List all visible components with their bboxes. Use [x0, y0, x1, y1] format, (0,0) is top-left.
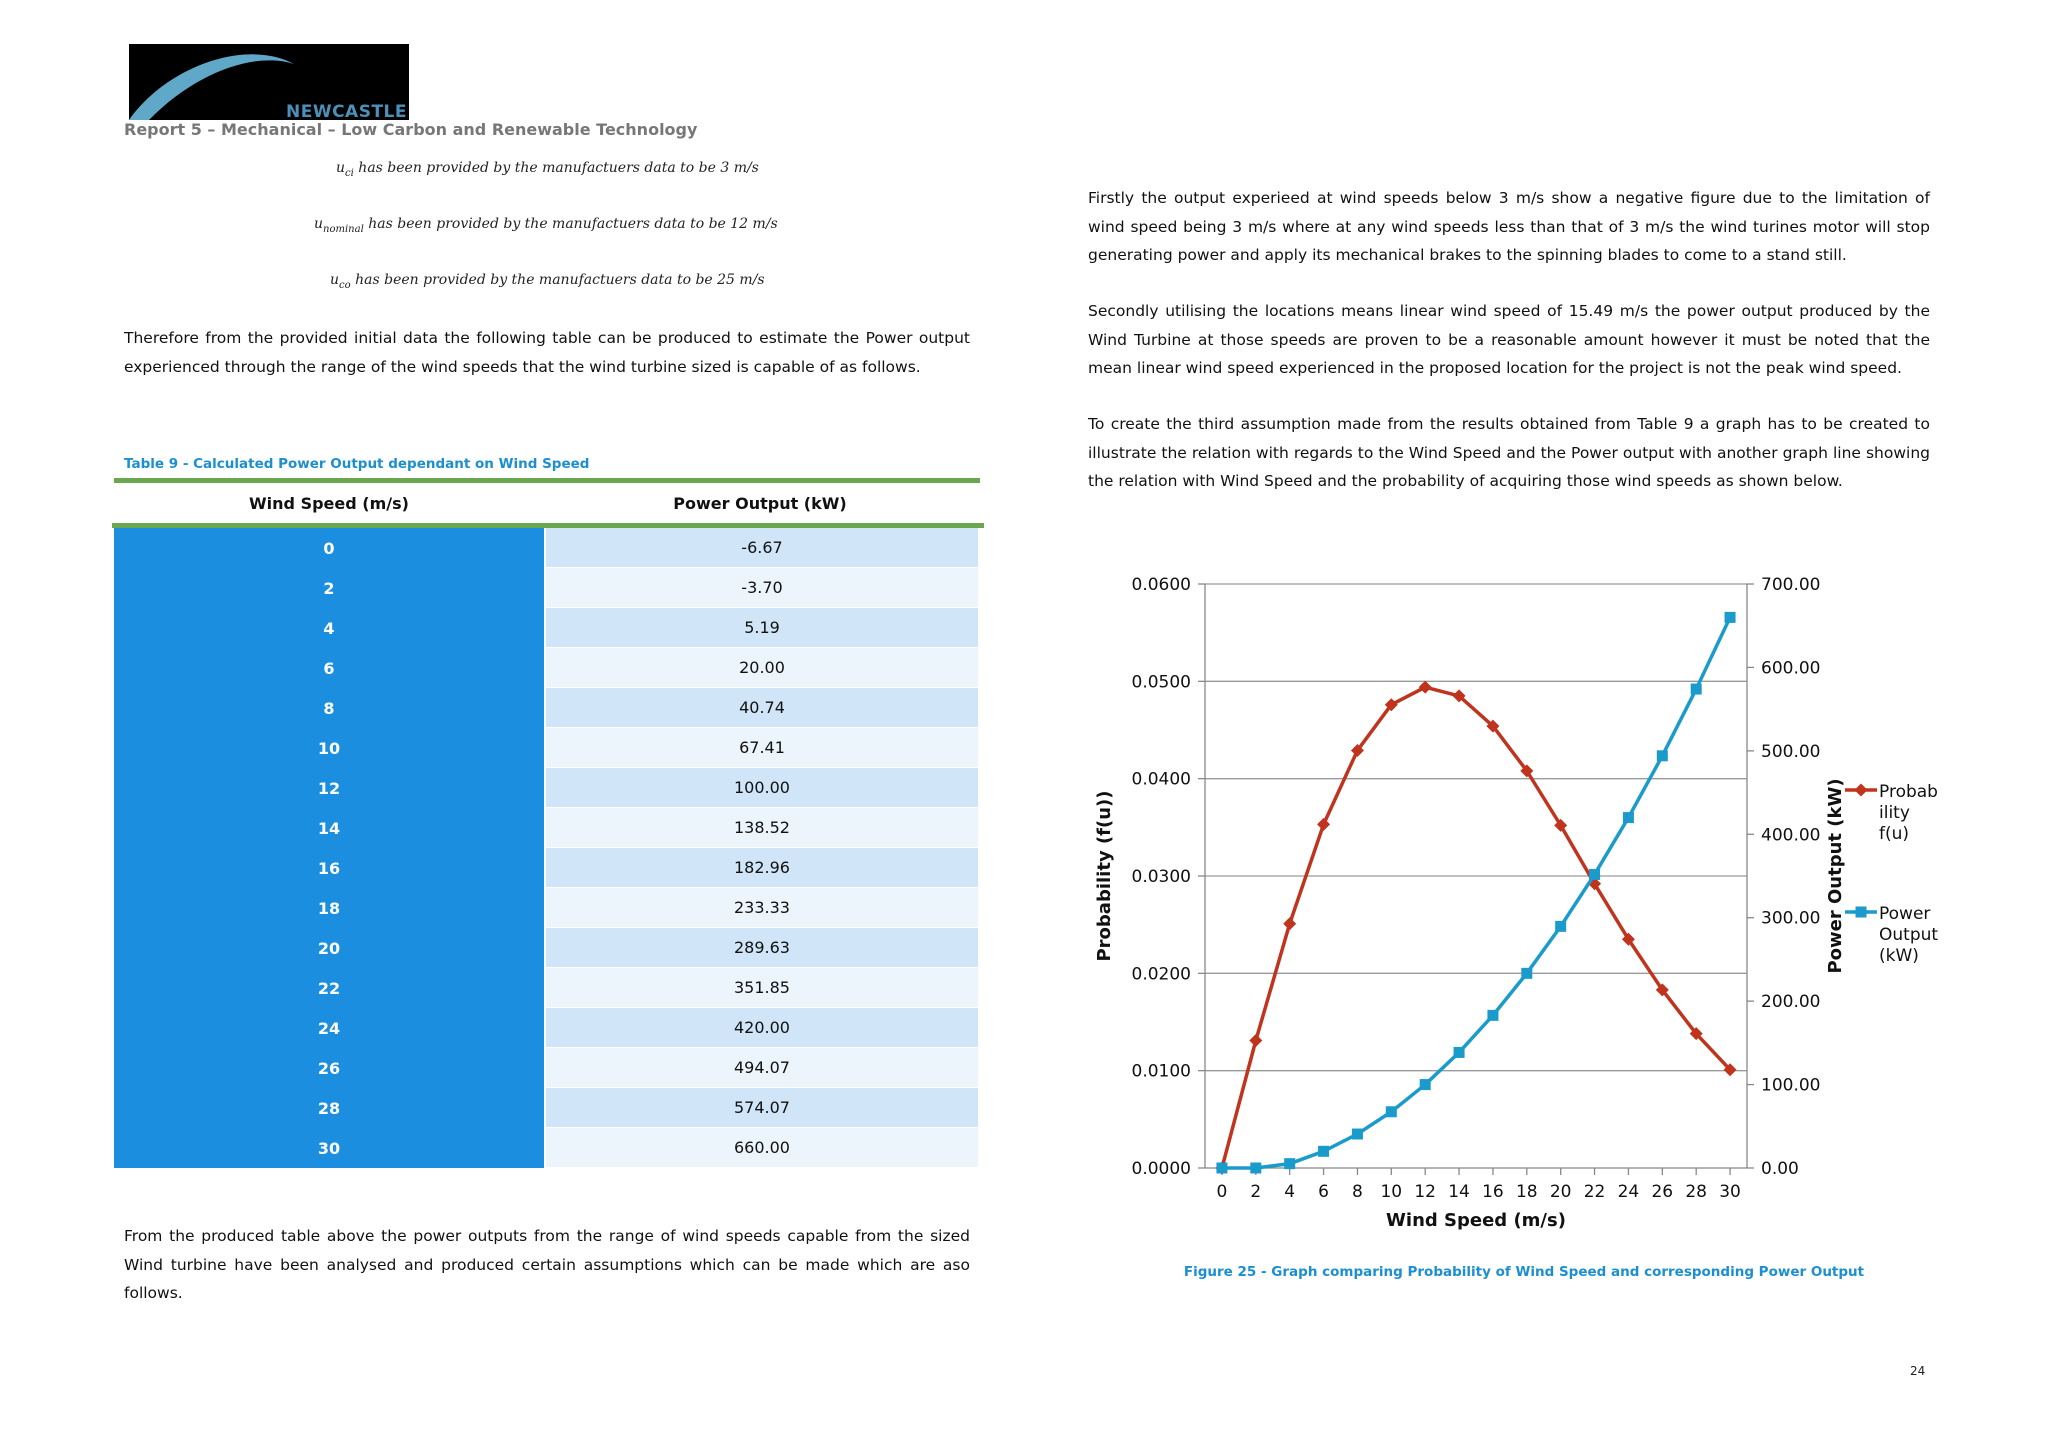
y-tick-label: 0.0600 — [1131, 575, 1191, 595]
x-tick-label: 28 — [1685, 1182, 1708, 1202]
cell-wind-speed: 12 — [114, 768, 544, 808]
cell-wind-speed: 0 — [114, 528, 544, 568]
series-line — [1222, 687, 1730, 1168]
data-point — [1487, 1010, 1498, 1021]
x-tick-label: 26 — [1651, 1182, 1674, 1202]
table-header-power-output: Power Output (kW) — [673, 493, 847, 513]
x-tick-label: 4 — [1284, 1182, 1296, 1202]
x-tick-label: 6 — [1318, 1182, 1329, 1202]
y-tick-label: 0.0300 — [1131, 867, 1191, 887]
table-caption: Table 9 - Calculated Power Output dependant on Wind Speed — [124, 456, 590, 472]
cell-power-output: 233.33 — [544, 888, 978, 928]
table-row — [114, 808, 980, 848]
x-tick-label: 22 — [1583, 1182, 1606, 1202]
data-point — [1249, 1034, 1262, 1047]
y2-tick-label: 600.00 — [1761, 658, 1821, 679]
right-paragraph-1: Firstly the output experieed at wind speeds below 3 m/s show a negative figure due to the limitation of wind speed being 3 m/s where at any wind speeds less than that of 3 m/s the wind turines motor will stop generating power and apply its mechanical brakes to the spinning blades to come to a stand still. — [1088, 189, 1930, 264]
intro-paragraph: Therefore from the provided initial data the following table can be produced to estimate the Power output experienced through the range of the wind speeds that the wind turbine sized is capable of as follows. — [124, 329, 970, 376]
page-number: 24 — [1910, 1364, 1926, 1378]
legend-label: f(u) — [1879, 824, 1910, 844]
data-point — [1589, 869, 1600, 880]
cell-power-output: 351.85 — [544, 968, 978, 1008]
wind-power-chart — [1090, 560, 1970, 1240]
after-table-paragraph: From the produced table above the power outputs from the range of wind speeds capable from the sized Wind turbine have been analysed and produced certain assumptions which can be made which are aso follows. — [124, 1227, 970, 1302]
data-point — [1657, 750, 1668, 761]
table-row — [114, 928, 980, 968]
table-body — [114, 528, 980, 1168]
legend-label: ility — [1879, 803, 1910, 823]
cell-power-output: 494.07 — [544, 1048, 978, 1088]
cell-wind-speed: 22 — [114, 968, 544, 1008]
data-point — [1454, 1047, 1465, 1058]
y-tick-label: 0.0400 — [1131, 769, 1191, 790]
right-paragraph-2: Secondly utilising the locations means linear wind speed of 15.49 m/s the power output produced by the Wind Turbine at those speeds are proven to be a reasonable amount however it must be noted that the mean linear wind speed experienced in the proposed location for the project is not the peak wind speed. — [1088, 302, 1930, 377]
cell-power-output: 289.63 — [544, 928, 978, 968]
figure-caption: Figure 25 - Graph comparing Probability of Wind Speed and corresponding Power Output — [1183, 1264, 1865, 1280]
cell-power-output: 67.41 — [544, 728, 978, 768]
y2-axis-title: Power Output (kW) — [1825, 778, 1846, 974]
y2-tick-label: 700.00 — [1761, 575, 1821, 595]
x-tick-label: 8 — [1352, 1182, 1363, 1202]
cell-power-output: 20.00 — [544, 648, 978, 688]
cell-wind-speed: 26 — [114, 1048, 544, 1088]
y2-tick-label: 0.00 — [1761, 1159, 1799, 1179]
table-row — [114, 608, 980, 648]
table-row — [114, 568, 980, 608]
data-point — [1250, 1163, 1261, 1174]
table-row — [114, 968, 980, 1008]
legend-marker — [1855, 784, 1868, 797]
y-tick-label: 0.0500 — [1131, 672, 1191, 693]
data-point — [1352, 1129, 1363, 1140]
data-point — [1386, 1106, 1397, 1117]
table-row — [114, 888, 980, 928]
y2-tick-label: 100.00 — [1761, 1075, 1821, 1096]
y-axis-title: Probability (f(u)) — [1094, 790, 1115, 962]
y-tick-label: 0.0200 — [1131, 964, 1191, 985]
x-tick-label: 16 — [1482, 1182, 1504, 1202]
table-row — [114, 848, 980, 888]
data-point — [1725, 612, 1736, 623]
x-tick-label: 24 — [1617, 1182, 1640, 1202]
cell-wind-speed: 20 — [114, 928, 544, 968]
legend-label: Probab — [1879, 782, 1938, 802]
data-point — [1521, 968, 1532, 979]
cell-power-output: -6.67 — [544, 528, 978, 568]
legend-label: (kW) — [1879, 946, 1919, 966]
y2-tick-label: 500.00 — [1761, 741, 1821, 762]
data-point — [1691, 684, 1702, 695]
cell-wind-speed: 10 — [114, 728, 544, 768]
data-point — [1318, 1146, 1329, 1157]
formula-cut-in: $u_{ci}$ has been provided by the manufactuers data to be 3 m/s — [336, 160, 759, 179]
legend-marker — [1856, 907, 1867, 918]
y2-tick-label: 200.00 — [1761, 992, 1821, 1013]
cell-wind-speed: 30 — [114, 1128, 544, 1168]
data-point — [1283, 917, 1296, 930]
x-tick-label: 10 — [1380, 1182, 1403, 1202]
table-row — [114, 1048, 980, 1088]
data-point — [1419, 681, 1432, 694]
cell-wind-speed: 6 — [114, 648, 544, 688]
cell-power-output: 574.07 — [544, 1088, 978, 1128]
x-axis-title: Wind Speed (m/s) — [1386, 1210, 1566, 1231]
table-row — [114, 1088, 980, 1128]
y-tick-label: 0.0000 — [1131, 1159, 1191, 1179]
x-tick-label: 18 — [1515, 1182, 1538, 1202]
cell-wind-speed: 28 — [114, 1088, 544, 1128]
right-paragraph-3: To create the third assumption made from the results obtained from Table 9 a graph has to be created to illustrate the relation with regards to the Wind Speed and the Power output with another graph line showing the relation with Wind Speed and the probability of acquiring those wind speeds as shown below. — [1088, 415, 1930, 490]
cell-power-output: 100.00 — [544, 768, 978, 808]
cell-wind-speed: 14 — [114, 808, 544, 848]
data-point — [1555, 921, 1566, 932]
table-row — [114, 648, 980, 688]
y-tick-label: 0.0100 — [1131, 1061, 1191, 1082]
cell-power-output: -3.70 — [544, 568, 978, 608]
table-header-wind-speed: Wind Speed (m/s) — [249, 493, 409, 513]
y2-tick-label: 400.00 — [1761, 825, 1821, 846]
table-row — [114, 768, 980, 808]
formula-nominal: $u_{nominal}$ has been provided by the manufactuers data to be 12 m/s — [314, 216, 778, 235]
legend-label: Output — [1879, 925, 1939, 945]
x-tick-label: 30 — [1719, 1182, 1741, 1202]
x-tick-label: 20 — [1549, 1182, 1572, 1202]
table-row — [114, 728, 980, 768]
cell-wind-speed: 18 — [114, 888, 544, 928]
series-line — [1222, 617, 1730, 1168]
x-tick-label: 12 — [1414, 1182, 1437, 1202]
cell-wind-speed: 24 — [114, 1008, 544, 1048]
newcastle-logo — [129, 44, 409, 120]
table-row — [114, 1128, 980, 1168]
cell-wind-speed: 4 — [114, 608, 544, 648]
cell-power-output: 138.52 — [544, 808, 978, 848]
data-point — [1623, 812, 1634, 823]
table-header-row — [114, 483, 980, 523]
logo-text: NEWCASTLE — [285, 102, 407, 120]
cell-wind-speed: 8 — [114, 688, 544, 728]
cell-power-output: 420.00 — [544, 1008, 978, 1048]
legend-label: Power — [1879, 904, 1931, 924]
data-point — [1216, 1163, 1227, 1174]
cell-power-output: 660.00 — [544, 1128, 978, 1168]
y2-tick-label: 300.00 — [1761, 908, 1821, 929]
x-tick-label: 14 — [1448, 1182, 1470, 1202]
x-tick-label: 2 — [1250, 1182, 1262, 1202]
data-point — [1420, 1079, 1431, 1090]
data-point — [1317, 818, 1330, 831]
formula-cut-out: $u_{co}$ has been provided by the manufactuers data to be 25 m/s — [330, 272, 765, 291]
table-row — [114, 1008, 980, 1048]
report-header: Report 5 – Mechanical – Low Carbon and Renewable Technology — [124, 120, 698, 139]
x-tick-label: 0 — [1216, 1182, 1228, 1202]
cell-power-output: 5.19 — [544, 608, 978, 648]
table-row — [114, 688, 980, 728]
table-row — [114, 528, 980, 568]
cell-power-output: 40.74 — [544, 688, 978, 728]
cell-power-output: 182.96 — [544, 848, 978, 888]
power-output-table — [114, 478, 980, 1168]
cell-wind-speed: 16 — [114, 848, 544, 888]
cell-wind-speed: 2 — [114, 568, 544, 608]
data-point — [1284, 1158, 1295, 1169]
